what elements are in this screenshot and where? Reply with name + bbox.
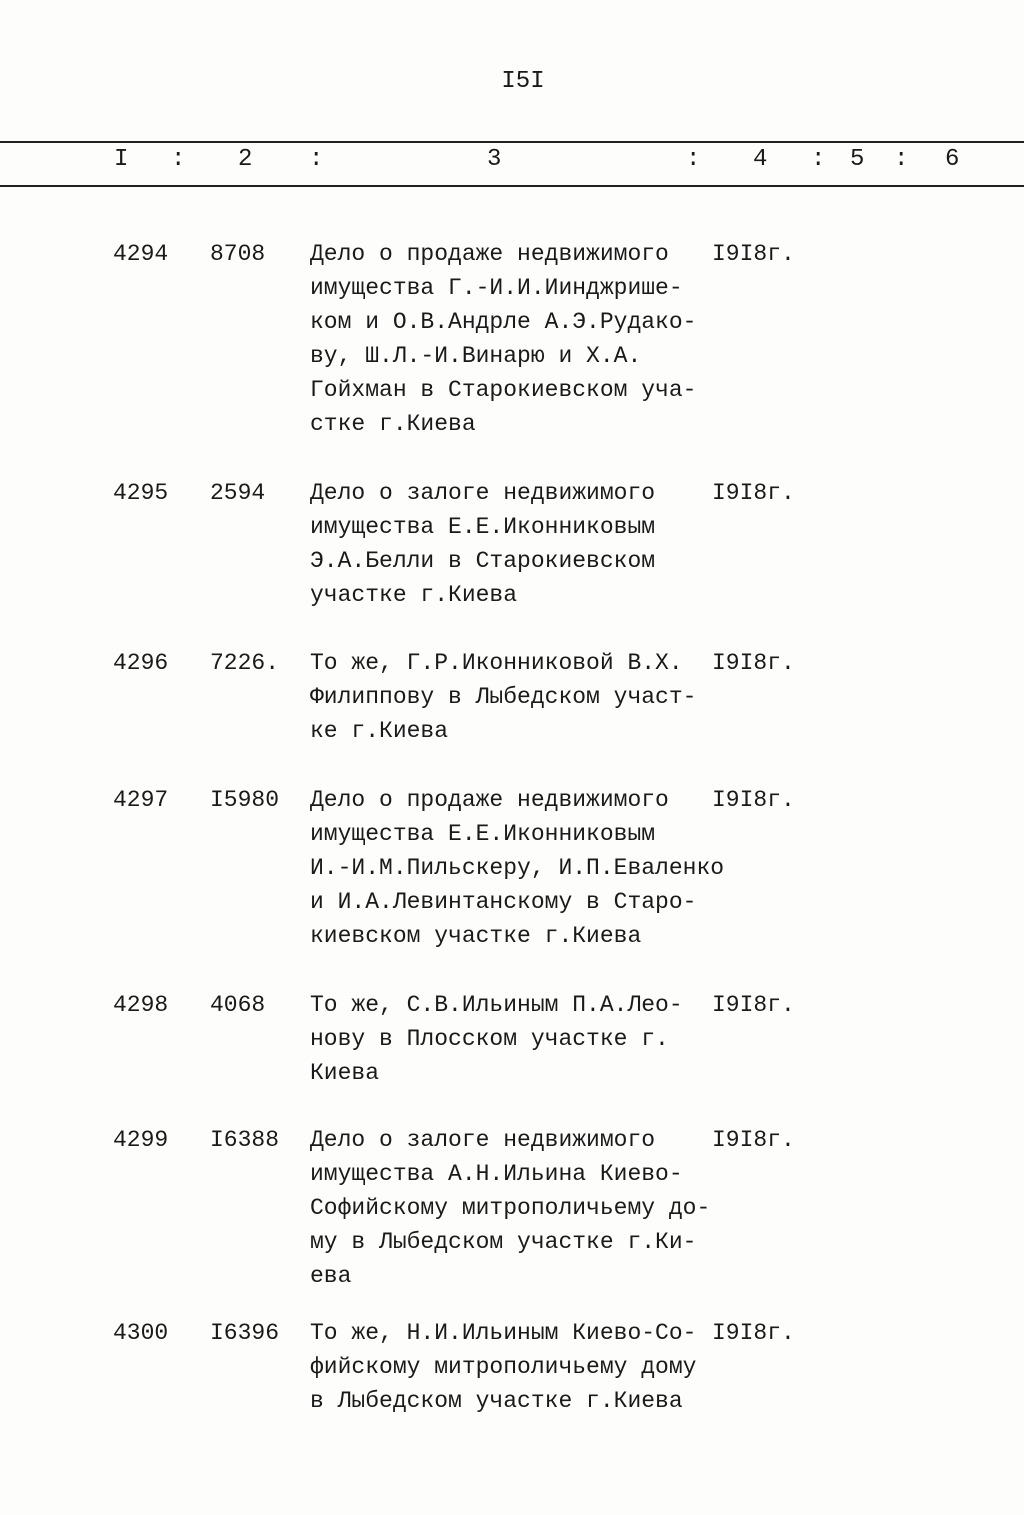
column-header: I — [114, 146, 129, 173]
file-number: 8708 — [210, 241, 266, 267]
file-title: Дело о залоге недвижимого имущества А.Н.Ильина Киево- Софийскому митрополичьему до- му в Лыбедском участке г.Ки- ева — [310, 1127, 711, 1289]
file-year: I9I8г. — [712, 992, 795, 1018]
column-header: 4 — [753, 146, 768, 173]
item-number: 4296 — [113, 650, 169, 676]
file-year: I9I8г. — [712, 241, 795, 267]
file-title: То же, С.В.Ильиным П.А.Лео- нову в Плосском участке г. Киева — [310, 992, 683, 1086]
file-title: Дело о продаже недвижимого имущества Г.-И.И.Иинджрише- ком и О.В.Андрле А.Э.Рудако- ву, Ш.Л.-И.Винарю и Х.А. Гойхман в Старокиевском уча- стке г.Киева — [310, 241, 697, 437]
table-top-rule — [0, 141, 1024, 143]
file-number: I6396 — [210, 1320, 280, 1346]
file-number: I5980 — [210, 787, 280, 813]
column-separator: : — [686, 146, 701, 173]
file-number: 2594 — [210, 480, 266, 506]
file-year: I9I8г. — [712, 787, 795, 813]
column-separator: : — [309, 146, 324, 173]
column-header: 6 — [945, 146, 960, 173]
file-year: I9I8г. — [712, 1127, 795, 1153]
item-number: 4300 — [113, 1320, 169, 1346]
column-separator: : — [811, 146, 826, 173]
file-title: То же, Н.И.Ильиным Киево-Со- фийскому митрополичьему дому в Лыбедском участке г.Киева — [310, 1320, 697, 1414]
column-separator: : — [894, 146, 909, 173]
column-header: 2 — [238, 146, 253, 173]
table-header-rule — [0, 185, 1024, 187]
item-number: 4294 — [113, 241, 169, 267]
column-header: 5 — [850, 146, 865, 173]
file-year: I9I8г. — [712, 1320, 795, 1346]
item-number: 4295 — [113, 480, 169, 506]
file-title: Дело о залоге недвижимого имущества Е.Е.Иконниковым Э.А.Белли в Старокиевском участке г.Киева — [310, 480, 656, 608]
column-separator: : — [171, 146, 186, 173]
file-number: I6388 — [210, 1127, 280, 1153]
item-number: 4297 — [113, 787, 169, 813]
file-number: 7226. — [210, 650, 280, 676]
item-number: 4299 — [113, 1127, 169, 1153]
page-number: I5I — [501, 68, 545, 95]
file-title: Дело о продаже недвижимого имущества Е.Е.Иконниковым И.-И.М.Пильскеру, И.П.Еваленко и И.А.Левинтанскому в Старо- киевском участке г.Киева — [310, 787, 725, 949]
item-number: 4298 — [113, 992, 169, 1018]
file-number: 4068 — [210, 992, 266, 1018]
column-header: 3 — [487, 146, 502, 173]
file-year: I9I8г. — [712, 650, 795, 676]
file-year: I9I8г. — [712, 480, 795, 506]
file-title: То же, Г.Р.Иконниковой В.Х. Филиппову в Лыбедском участ- ке г.Киева — [310, 650, 697, 744]
